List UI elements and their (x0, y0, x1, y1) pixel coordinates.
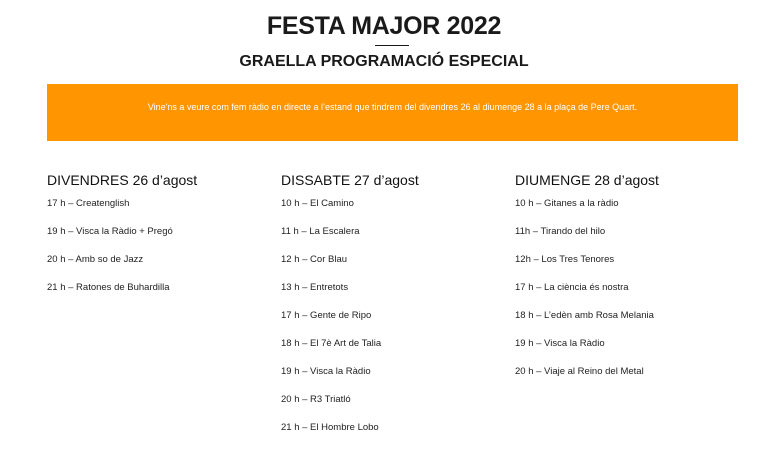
day-heading: DIUMENGE 28 d’agost (515, 172, 659, 188)
info-banner-text: Vine'ns a veure com fem ràdio en directe a l’estand que tindrem del divendres 26 al diumenge 28 a la plaça de Pere Quart. (147, 102, 638, 112)
page-subtitle: GRAELLA PROGRAMACIÓ ESPECIAL (239, 53, 529, 70)
schedule-slot: 17 h – Gente de Ripo (281, 310, 372, 321)
schedule-slot: 20 h – Amb so de Jazz (47, 254, 144, 265)
schedule-slot: 21 h – Ratones de Buhardilla (47, 282, 170, 293)
title-divider (375, 45, 409, 46)
page-title: FESTA MAJOR 2022 (266, 12, 502, 40)
schedule-slot: 11 h – La Escalera (281, 226, 360, 237)
schedule-slot: 17 h – Createnglish (47, 198, 130, 209)
schedule-slot: 11h – Tirando del hilo (515, 226, 606, 237)
schedule-slot: 19 h – Visca la Ràdio + Pregó (47, 226, 173, 237)
schedule-slot: 21 h – El Hombre Lobo (281, 422, 379, 433)
schedule-slot: 20 h – R3 Triatló (281, 394, 351, 405)
schedule-slot: 12 h – Cor Blau (281, 254, 348, 265)
info-banner (47, 84, 738, 141)
schedule-slot: 20 h – Viaje al Reino del Metal (515, 366, 644, 377)
schedule-column-saturday (281, 170, 506, 449)
schedule-slot: 19 h – Visca la Ràdio (515, 338, 605, 349)
schedule-slot: 10 h – Gitanes a la ràdio (515, 198, 619, 209)
schedule-slot: 18 h – El 7è Art de Talia (281, 338, 382, 349)
schedule-slot: 19 h – Visca la Ràdio (281, 366, 371, 377)
schedule-slot: 10 h – El Camino (281, 198, 354, 209)
schedule-slot: 13 h – Entretots (281, 282, 349, 293)
schedule-column-friday (47, 170, 272, 309)
schedule-slot: 12h – Los Tres Tenores (515, 254, 615, 265)
schedule-slot: 18 h – L’edèn amb Rosa Melania (515, 310, 654, 321)
day-heading: DIVENDRES 26 d’agost (47, 172, 198, 188)
schedule-slot: 17 h – La ciència és nostra (515, 282, 629, 293)
schedule-column-sunday (515, 170, 740, 393)
day-heading: DISSABTE 27 d’agost (281, 172, 419, 188)
